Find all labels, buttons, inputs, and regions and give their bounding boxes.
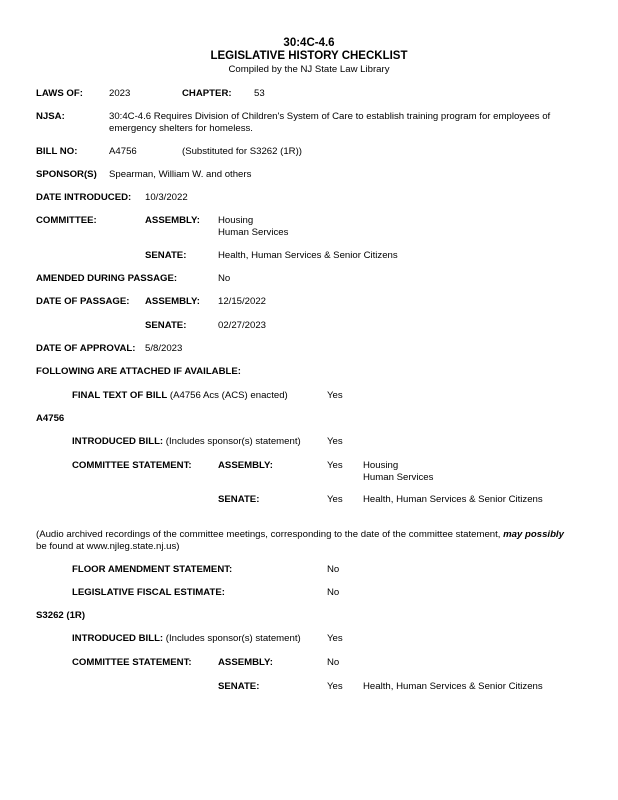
fiscal-estimate-value: No bbox=[327, 587, 340, 598]
audio-note-line2: be found at www.njleg.state.nj.us) bbox=[36, 541, 180, 552]
s3262-introduced-label-rest: (Includes sponsor(s) statement) bbox=[163, 633, 301, 644]
passage-assembly-date: 12/15/2022 bbox=[218, 296, 267, 307]
audio-note-emphasis: may possibly bbox=[503, 529, 564, 540]
committee-label: COMMITTEE: bbox=[36, 215, 97, 226]
a4756-assembly-comm-line2: Human Services bbox=[363, 472, 434, 483]
final-text-label-rest: (A4756 Acs (ACS) enacted) bbox=[167, 390, 288, 401]
committee-assembly-label: ASSEMBLY: bbox=[145, 215, 200, 226]
a4756-heading: A4756 bbox=[36, 413, 65, 424]
chapter-label: CHAPTER: bbox=[182, 88, 232, 99]
final-text-label-bold: FINAL TEXT OF BILL bbox=[72, 390, 168, 401]
document-title: LEGISLATIVE HISTORY CHECKLIST bbox=[210, 50, 408, 62]
a4756-introduced-value: Yes bbox=[327, 436, 343, 447]
a4756-introduced-label bbox=[72, 436, 301, 448]
s3262-introduced-label bbox=[72, 633, 301, 645]
sponsors-value: Spearman, William W. and others bbox=[109, 169, 252, 180]
final-text-value: Yes bbox=[327, 390, 343, 401]
passage-assembly-label: ASSEMBLY: bbox=[145, 296, 200, 307]
passage-label: DATE OF PASSAGE: bbox=[36, 296, 130, 307]
njsa-text-line2: emergency shelters for homeless. bbox=[109, 123, 253, 134]
s3262-introduced-label-bold: INTRODUCED BILL: bbox=[72, 633, 164, 644]
fiscal-estimate-label: LEGISLATIVE FISCAL ESTIMATE: bbox=[72, 587, 225, 598]
amended-value: No bbox=[218, 273, 231, 284]
laws-of-year: 2023 bbox=[109, 88, 131, 99]
s3262-senate-value: Yes bbox=[327, 681, 343, 692]
chapter-value: 53 bbox=[254, 88, 265, 99]
s3262-assembly-label: ASSEMBLY: bbox=[218, 657, 273, 668]
approval-value: 5/8/2023 bbox=[145, 343, 183, 354]
bill-no-label: BILL NO: bbox=[36, 146, 78, 157]
compiled-by: Compiled by the NJ State Law Library bbox=[228, 64, 390, 75]
attached-heading: FOLLOWING ARE ATTACHED IF AVAILABLE: bbox=[36, 366, 241, 377]
a4756-senate-comm: Health, Human Services & Senior Citizens bbox=[363, 494, 543, 505]
s3262-assembly-value: No bbox=[327, 657, 340, 668]
date-introduced-value: 10/3/2022 bbox=[145, 192, 188, 203]
bill-substituted: (Substituted for S3262 (1R)) bbox=[182, 146, 302, 157]
a4756-assembly-comm-line1: Housing bbox=[363, 460, 399, 471]
s3262-committee-statement-label: COMMITTEE STATEMENT: bbox=[72, 657, 192, 668]
a4756-introduced-label-rest: (Includes sponsor(s) statement) bbox=[163, 436, 301, 447]
s3262-introduced-value: Yes bbox=[327, 633, 343, 644]
amended-label: AMENDED DURING PASSAGE: bbox=[36, 273, 178, 284]
sponsors-label: SPONSOR(S) bbox=[36, 169, 97, 180]
a4756-senate-value: Yes bbox=[327, 494, 343, 505]
audio-note-part1: (Audio archived recordings of the committee meetings, corresponding to the date of the committee statement, bbox=[36, 529, 504, 540]
njsa-text-line1: 30:4C-4.6 Requires Division of Children's System of Care to establish training program for employees of bbox=[109, 111, 551, 122]
floor-amendment-label: FLOOR AMENDMENT STATEMENT: bbox=[72, 564, 233, 575]
s3262-senate-comm: Health, Human Services & Senior Citizens bbox=[363, 681, 543, 692]
committee-assembly-line1: Housing bbox=[218, 215, 254, 226]
a4756-committee-statement-label: COMMITTEE STATEMENT: bbox=[72, 460, 192, 471]
document-code: 30:4C-4.6 bbox=[283, 37, 335, 49]
a4756-senate-label: SENATE: bbox=[218, 494, 260, 505]
passage-senate-date: 02/27/2023 bbox=[218, 320, 267, 331]
floor-amendment-value: No bbox=[327, 564, 340, 575]
approval-label: DATE OF APPROVAL: bbox=[36, 343, 136, 354]
a4756-introduced-label-bold: INTRODUCED BILL: bbox=[72, 436, 164, 447]
a4756-assembly-label: ASSEMBLY: bbox=[218, 460, 273, 471]
final-text-label bbox=[72, 390, 288, 402]
audio-note-line1 bbox=[36, 529, 564, 541]
date-introduced-label: DATE INTRODUCED: bbox=[36, 192, 132, 203]
committee-senate-value: Health, Human Services & Senior Citizens bbox=[218, 250, 398, 261]
laws-of-label: LAWS OF: bbox=[36, 88, 83, 99]
a4756-assembly-value: Yes bbox=[327, 460, 343, 471]
njsa-label: NJSA: bbox=[36, 111, 65, 122]
passage-senate-label: SENATE: bbox=[145, 320, 187, 331]
bill-no-value: A4756 bbox=[109, 146, 137, 157]
s3262-senate-label: SENATE: bbox=[218, 681, 260, 692]
s3262-heading: S3262 (1R) bbox=[36, 610, 86, 621]
committee-senate-label: SENATE: bbox=[145, 250, 187, 261]
committee-assembly-line2: Human Services bbox=[218, 227, 289, 238]
